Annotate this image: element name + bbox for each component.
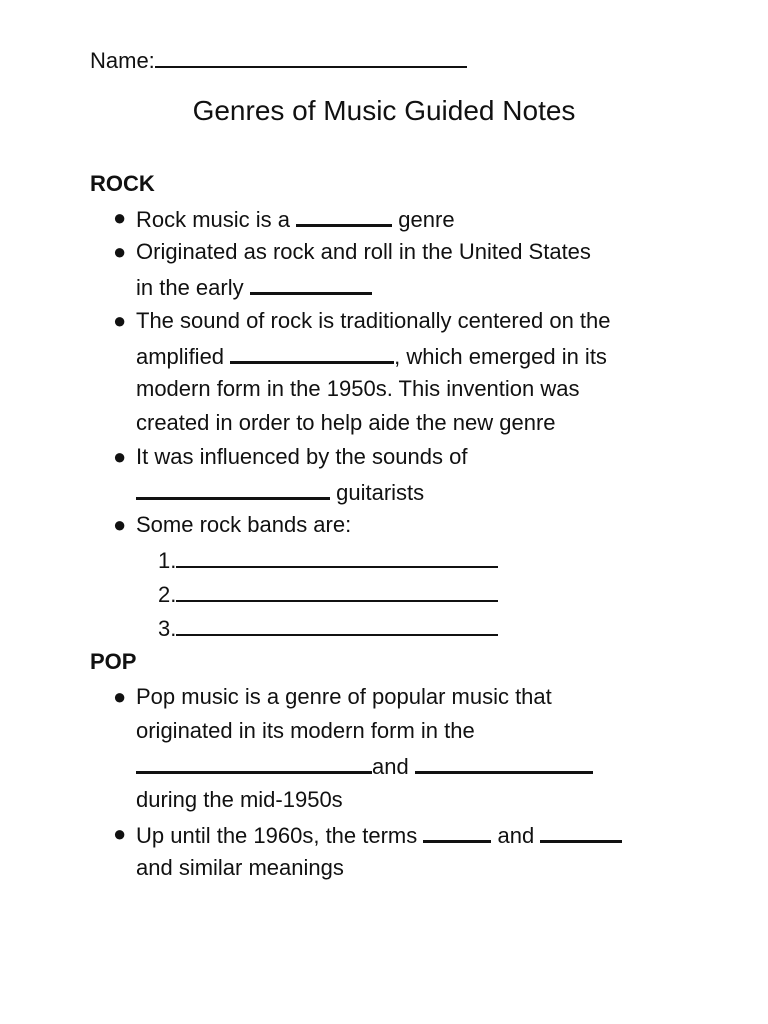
rock-b2-line1: Originated as rock and roll in the United States [136, 239, 591, 264]
rock-b3-blank[interactable] [230, 341, 394, 364]
rock-b5-line1: Some rock bands are: [136, 512, 352, 537]
rock-b2-blank[interactable] [250, 272, 372, 295]
rock-b3-line2-post: , which emerged in its [394, 344, 607, 369]
rock-b1-blank[interactable] [296, 204, 392, 227]
rock-b2-line2 [136, 272, 372, 302]
rock-band-item-2 [158, 580, 498, 609]
pop-b2-blank-1[interactable] [423, 820, 491, 843]
pop-b1-line1: Pop music is a genre of popular music that [136, 684, 552, 709]
bullet-icon: ● [113, 205, 127, 230]
rock-heading: ROCK [90, 171, 155, 196]
rock-b3-line2 [136, 341, 607, 371]
rock-b3-line2-pre: amplified [136, 344, 225, 369]
rock-band-item-1 [158, 546, 498, 575]
pop-heading: POP [90, 649, 137, 674]
name-label: Name: [90, 48, 155, 73]
rock-b4-line2 [136, 477, 424, 507]
bullet-icon: ● [113, 684, 127, 709]
rock-band-blank-1[interactable] [176, 546, 498, 568]
rock-band-blank-3[interactable] [176, 614, 498, 636]
bullet-icon: ● [113, 444, 127, 469]
bullet-icon: ● [113, 239, 127, 264]
bullet-icon: ● [113, 512, 127, 537]
name-field-row [90, 46, 467, 75]
rock-b3-line1: The sound of rock is traditionally centered on the [136, 308, 611, 333]
list-number: 3. [158, 616, 177, 641]
rock-b3-line3: modern form in the 1950s. This invention was [136, 376, 580, 401]
list-number: 2. [158, 582, 177, 607]
pop-b1-blank-2[interactable] [415, 751, 593, 774]
page-title: Genres of Music Guided Notes [192, 95, 576, 126]
pop-b1-line3 [136, 751, 593, 781]
list-number: 1. [158, 548, 177, 573]
rock-b4-line1: It was influenced by the sounds of [136, 444, 468, 469]
rock-b2-line2-text: in the early [136, 275, 244, 300]
bullet-icon: ● [113, 308, 127, 333]
rock-band-item-3 [158, 614, 498, 643]
pop-b2-blank-2[interactable] [540, 820, 622, 843]
rock-b4-line2-post: guitarists [336, 480, 425, 505]
pop-b1-line4: during the mid-1950s [136, 787, 343, 812]
rock-bullet-1 [136, 204, 455, 234]
name-blank[interactable] [155, 46, 467, 68]
pop-b1-line2: originated in its modern form in the [136, 718, 475, 743]
rock-b1-post: genre [398, 207, 455, 232]
pop-b2-text: Up until the 1960s, the terms [136, 823, 418, 848]
pop-b1-and: and [372, 754, 409, 779]
pop-b2-line2: and similar meanings [136, 855, 344, 880]
rock-b1-text: Rock music is a [136, 207, 291, 232]
rock-b3-line4: created in order to help aide the new genre [136, 410, 556, 435]
rock-b4-blank[interactable] [136, 477, 330, 500]
pop-b2-line1 [136, 820, 622, 850]
pop-b2-and: and [497, 823, 535, 848]
bullet-icon: ● [113, 821, 127, 846]
rock-band-blank-2[interactable] [176, 580, 498, 602]
pop-b1-blank-1[interactable] [136, 751, 372, 774]
